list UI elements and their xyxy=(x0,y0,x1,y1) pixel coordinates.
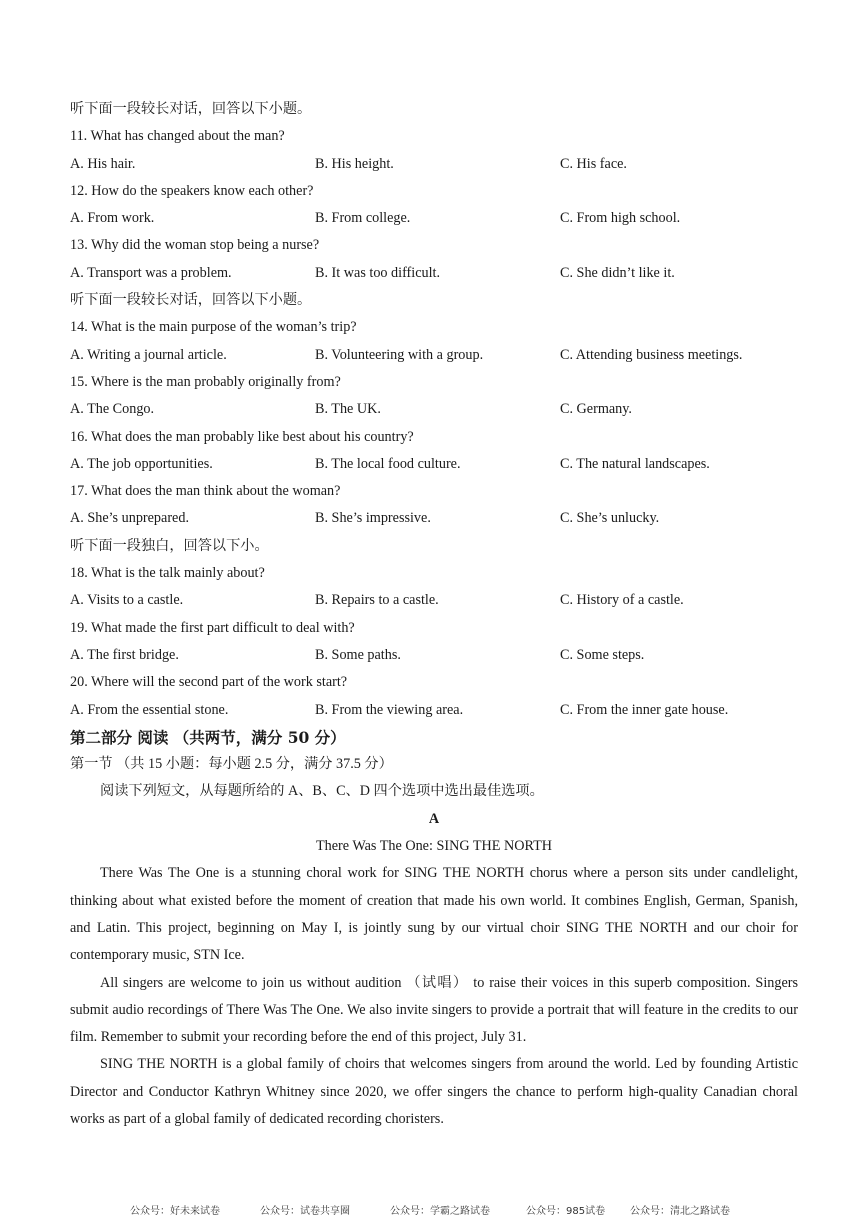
option-b: B. The UK. xyxy=(315,401,381,418)
option-b: B. Volunteering with a group. xyxy=(315,346,484,363)
footer-item: 公众号：好未来试卷 xyxy=(130,1206,220,1217)
footer-item: 公众号：清北之路试卷 xyxy=(630,1206,730,1217)
question-16: 16. What does the man probably like best about his country? xyxy=(70,428,414,445)
options-12 xyxy=(70,205,798,232)
option-c: C. She’s unlucky. xyxy=(560,510,660,527)
option-c: C. Attending business meetings. xyxy=(560,346,743,363)
question-12: 12. How do the speakers know each other? xyxy=(70,182,314,199)
footer-item: 公众号：试卷共享圈 xyxy=(260,1206,350,1217)
passage-paragraph-1: There Was The One is a stunning choral work for SING THE NORTH chorus where a person sits under candlelight, thinking about what existed before the moment of creation that made his own world. It combines English, German, Spanish, and Latin. This project, beginning on May I, is jointly sung by our virtual choir SING THE NORTH and our choir for contemporary music, STN Ice. xyxy=(70,865,798,964)
option-c: C. History of a castle. xyxy=(560,592,684,609)
options-16 xyxy=(70,451,798,478)
part2-title: 第二部分 阅读 （共两节，满分 50 分） xyxy=(70,727,346,747)
question-20: 20. Where will the second part of the work start? xyxy=(70,674,348,691)
options-17 xyxy=(70,505,798,532)
question-13: 13. Why did the woman stop being a nurse? xyxy=(70,237,320,254)
options-15 xyxy=(70,396,798,423)
options-19 xyxy=(70,642,798,669)
option-a: A. The first bridge. xyxy=(70,646,179,663)
option-a: A. From work. xyxy=(70,210,155,227)
footer-item: 公众号：学霸之路试卷 xyxy=(390,1206,490,1217)
question-19: 19. What made the first part difficult to deal with? xyxy=(70,619,355,636)
question-15: 15. Where is the man probably originally from? xyxy=(70,373,341,390)
options-14 xyxy=(70,342,798,369)
section1-heading: 第一节 （共 15 小题：每小题 2.5 分，满分 37.5 分） xyxy=(70,756,393,773)
passage-paragraph-2: All singers are welcome to join us without audition （试唱） to raise their voices in this superb composition. Singers submit audio recordings of There Was The One. We also invite singers to provide a portrait that will feature in the credits to our film. Remember to submit your recording before the end of this project, July 31. xyxy=(70,974,798,1046)
option-c: C. Germany. xyxy=(560,401,632,418)
reading-instruction: 阅读下列短文，从每题所给的 A、B、C、D 四个选项中选出最佳选项。 xyxy=(100,783,544,800)
instruction: 听下面一段独白，回答以下小。 xyxy=(70,537,269,554)
option-b: B. Some paths. xyxy=(315,646,401,663)
passage-label: A xyxy=(428,810,440,827)
option-b: B. It was too difficult. xyxy=(315,264,441,281)
option-c: C. She didn’t like it. xyxy=(560,264,675,281)
exam-page xyxy=(70,96,798,1133)
option-a: A. The job opportunities. xyxy=(70,455,213,472)
option-b: B. Repairs to a castle. xyxy=(315,592,439,609)
option-b: B. She’s impressive. xyxy=(315,510,431,527)
option-a: A. Writing a journal article. xyxy=(70,346,227,363)
option-c: C. From the inner gate house. xyxy=(560,701,729,718)
option-b: B. From the viewing area. xyxy=(315,701,464,718)
footer-item: 公众号：985试卷 xyxy=(526,1206,606,1217)
question-14: 14. What is the main purpose of the woman’s trip? xyxy=(70,319,357,336)
option-c: C. Some steps. xyxy=(560,646,645,663)
option-c: C. His face. xyxy=(560,155,627,172)
instruction: 听下面一段较长对话，回答以下小题。 xyxy=(70,292,312,309)
option-b: B. The local food culture. xyxy=(315,455,461,472)
option-a: A. From the essential stone. xyxy=(70,701,229,718)
option-a: A. The Congo. xyxy=(70,401,155,418)
option-a: A. Visits to a castle. xyxy=(70,592,184,609)
question-17: 17. What does the man think about the woman? xyxy=(70,483,341,500)
options-13 xyxy=(70,260,798,287)
option-c: C. The natural landscapes. xyxy=(560,455,710,472)
option-b: B. From college. xyxy=(315,210,411,227)
instruction: 听下面一段较长对话，回答以下小题。 xyxy=(70,101,312,117)
options-20 xyxy=(70,697,798,724)
passage-title: There Was The One: SING THE NORTH xyxy=(316,838,552,855)
option-a: A. She’s unprepared. xyxy=(70,510,189,527)
option-b: B. His height. xyxy=(315,155,394,172)
passage-paragraph-3: SING THE NORTH is a global family of choirs that welcomes singers from around the world. Led by founding Artistic Director and Conductor Kathryn Whitney since 2020, we offer singers the chance to perform high-quality Canadian choral works as part of a global family of dedicated recording choristers. xyxy=(70,1056,798,1127)
option-a: A. Transport was a problem. xyxy=(70,264,232,281)
question-11: 11. What has changed about the man? xyxy=(70,128,285,145)
options-18 xyxy=(70,587,798,614)
option-c: C. From high school. xyxy=(560,210,681,227)
option-a: A. His hair. xyxy=(70,155,136,172)
options-11 xyxy=(70,151,798,178)
question-18: 18. What is the talk mainly about? xyxy=(70,565,265,582)
